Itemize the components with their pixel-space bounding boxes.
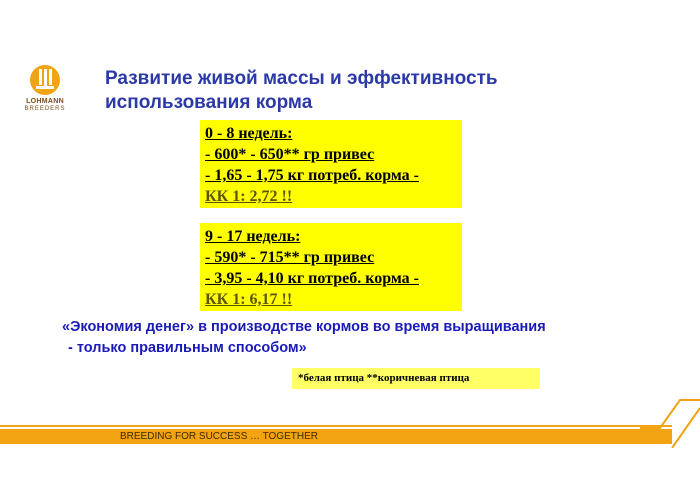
box1-period: 0 - 8 недель: [205, 125, 293, 142]
logo-line-2: BREEDERS [24, 106, 66, 112]
slide-title-line-2: использования корма [105, 92, 313, 113]
box2-feed-consumption: - 3,95 - 4,10 кг потреб. корма - [205, 270, 419, 287]
box1-weight-gain: - 600* - 650** гр привес [205, 146, 375, 163]
slogan-line-1: «Экономия денег» в производстве кормов во время выращивания [62, 319, 546, 335]
box2-weight-gain: - 590* - 715** гр привес [205, 249, 375, 266]
box2-feed-conversion: КК 1: 6,17 !! [205, 291, 293, 308]
logo-wordmark [22, 98, 68, 112]
box1-feed-consumption: - 1,65 - 1,75 кг потреб. корма - [205, 167, 419, 184]
corner-decoration-icon [640, 398, 700, 448]
box1-feed-conversion: КК 1: 2,72 !! [205, 188, 293, 205]
logo-line-1: LOHMANN [26, 98, 64, 105]
slogan [62, 317, 662, 359]
slide-title-line-1: Развитие живой массы и эффективность [105, 68, 498, 89]
box2-period: 9 - 17 недель: [205, 228, 301, 245]
footnote-legend: *белая птица **коричневая птица [292, 368, 540, 389]
footer-divider [0, 425, 672, 427]
slogan-line-2: - только правильным способом» [68, 340, 307, 356]
highlight-box-weeks-0-8 [200, 120, 462, 208]
slide-title [105, 67, 645, 115]
footer-tagline: BREEDING FOR SUCCESS … TOGETHER [120, 431, 318, 442]
footer-band [0, 429, 672, 444]
highlight-box-weeks-9-17 [200, 223, 462, 311]
